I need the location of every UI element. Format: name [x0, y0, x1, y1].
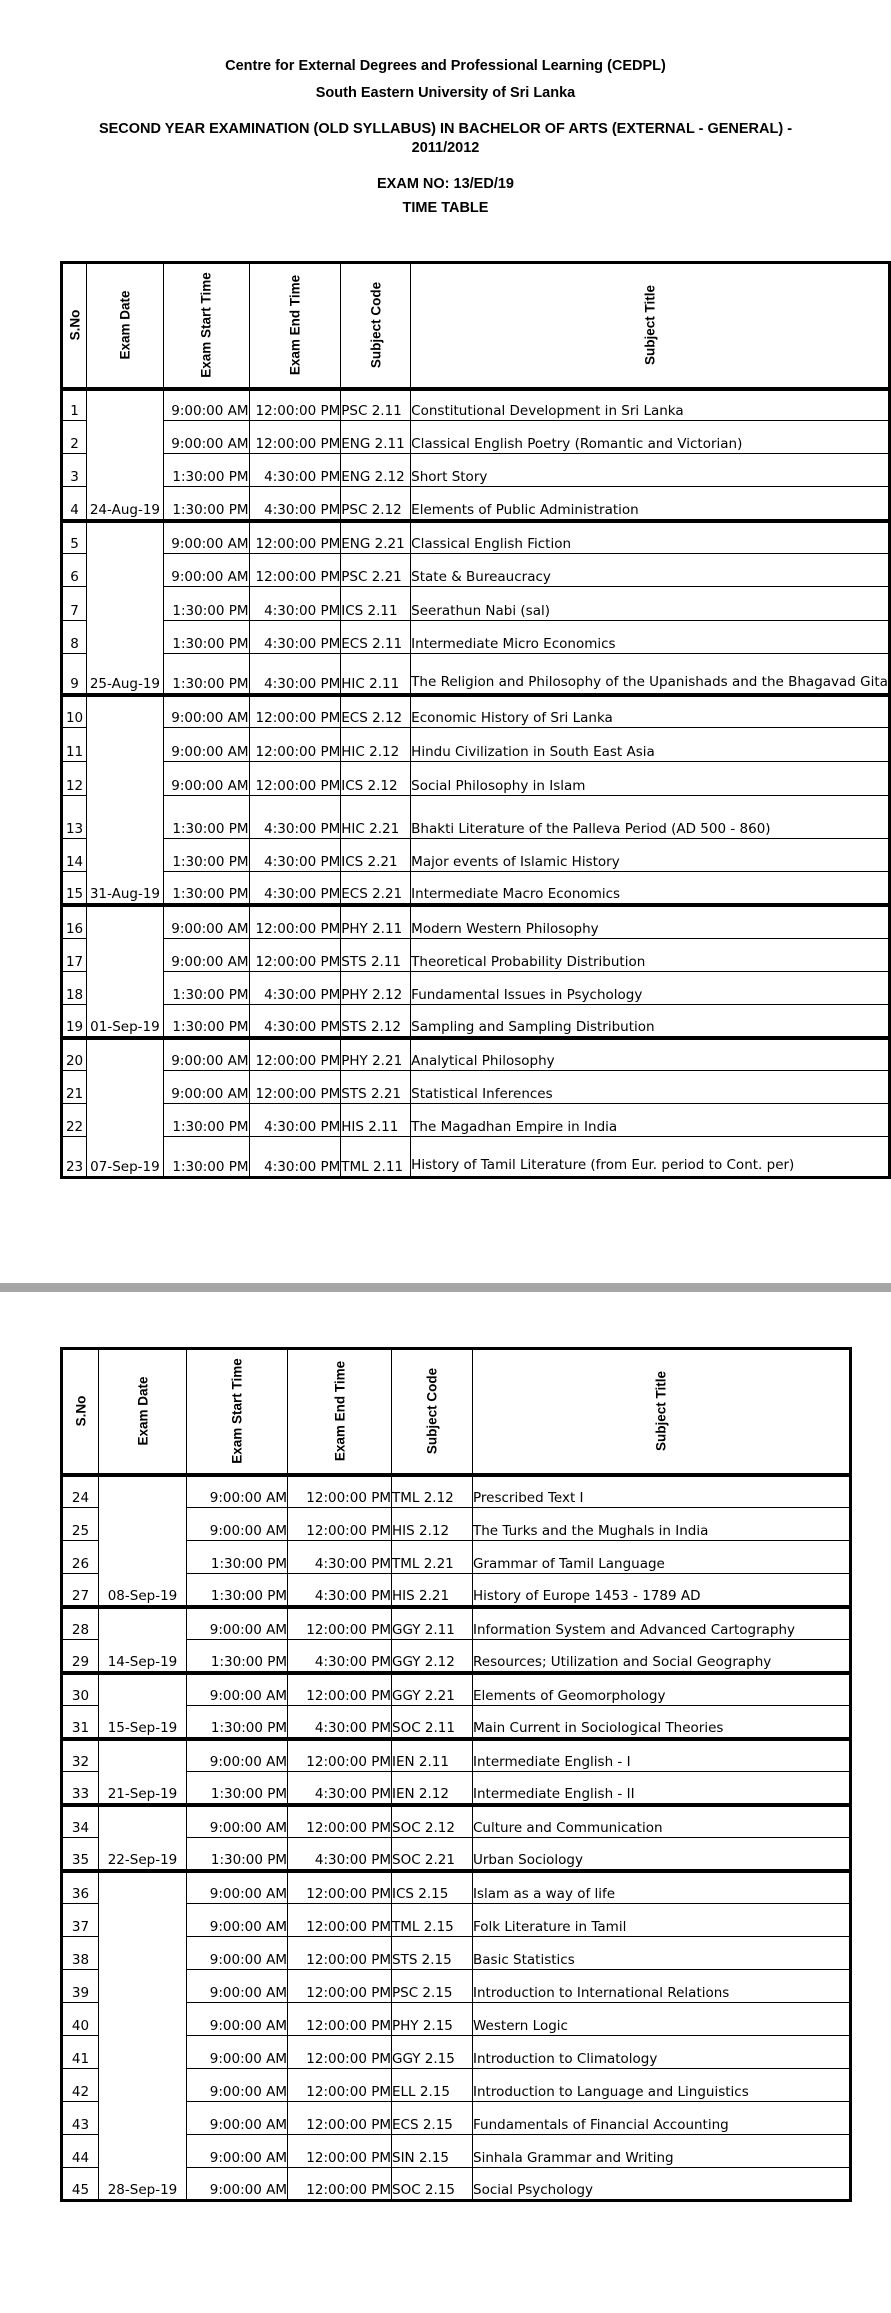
subject-code-cell: ECS 2.11 [341, 621, 411, 654]
start-time-cell: 1:30:00 PM [187, 1640, 288, 1673]
serial-number-cell: 6 [62, 554, 87, 587]
subject-title-cell: Intermediate English - II [473, 1772, 851, 1805]
end-time-cell: 4:30:00 PM [288, 1541, 392, 1574]
table-row [62, 487, 890, 521]
subject-title-cell: Short Story [411, 454, 890, 487]
serial-number-cell: 11 [62, 728, 87, 762]
start-time-cell: 9:00:00 AM [187, 2003, 288, 2036]
start-time-cell: 1:30:00 PM [163, 621, 249, 654]
start-time-cell: 9:00:00 AM [187, 1508, 288, 1541]
table-header-row [62, 263, 890, 389]
subject-code-cell: GGY 2.12 [392, 1640, 473, 1673]
start-time-cell: 1:30:00 PM [163, 1137, 249, 1178]
serial-number-cell: 21 [62, 1071, 87, 1104]
subject-code-cell: HIS 2.11 [341, 1104, 411, 1137]
start-time-cell: 9:00:00 AM [187, 1739, 288, 1772]
start-time-cell: 9:00:00 AM [187, 2135, 288, 2168]
end-time-cell: 4:30:00 PM [249, 972, 341, 1005]
subject-code-cell: PHY 2.12 [341, 972, 411, 1005]
table-row [62, 554, 890, 587]
serial-number-cell: 37 [62, 1904, 99, 1937]
end-time-cell: 4:30:00 PM [249, 796, 341, 839]
subject-title-cell: The Magadhan Empire in India [411, 1104, 890, 1137]
start-time-cell: 9:00:00 AM [187, 2168, 288, 2201]
table-row [62, 654, 890, 695]
exam-date-cell: 08-Sep-19 [99, 1475, 187, 1607]
start-time-cell: 9:00:00 AM [163, 905, 249, 939]
exam-date-cell: 15-Sep-19 [99, 1673, 187, 1739]
subject-title-cell: Social Philosophy in Islam [411, 762, 890, 796]
end-time-cell: 4:30:00 PM [249, 1104, 341, 1137]
end-time-cell: 4:30:00 PM [249, 487, 341, 521]
subject-code-cell: ENG 2.21 [341, 521, 411, 554]
subject-code-cell: PHY 2.15 [392, 2003, 473, 2036]
subject-title-cell: Statistical Inferences [411, 1071, 890, 1104]
subject-title-cell: Intermediate Micro Economics [411, 621, 890, 654]
start-time-cell: 9:00:00 AM [187, 2069, 288, 2102]
subject-title-cell: Introduction to Language and Linguistics [473, 2069, 851, 2102]
subject-title-cell: Grammar of Tamil Language [473, 1541, 851, 1574]
start-time-cell: 1:30:00 PM [187, 1541, 288, 1574]
start-time-cell: 9:00:00 AM [187, 1673, 288, 1706]
end-time-cell: 12:00:00 PM [249, 389, 341, 421]
subject-title-cell: Constitutional Development in Sri Lanka [411, 389, 890, 421]
table-row [62, 905, 890, 939]
subject-title-cell: Main Current in Sociological Theories [473, 1706, 851, 1739]
subject-title-cell: Classical English Fiction [411, 521, 890, 554]
subject-code-cell: SOC 2.21 [392, 1838, 473, 1871]
table-row [62, 972, 890, 1005]
col-header-end-time: Exam End Time [249, 263, 341, 389]
serial-number-cell: 2 [62, 421, 87, 454]
end-time-cell: 12:00:00 PM [249, 521, 341, 554]
subject-title-cell: Sinhala Grammar and Writing [473, 2135, 851, 2168]
end-time-cell: 4:30:00 PM [249, 872, 341, 905]
start-time-cell: 9:00:00 AM [187, 1904, 288, 1937]
serial-number-cell: 15 [62, 872, 87, 905]
col-header-start-time: Exam Start Time [163, 263, 249, 389]
table-row [62, 1673, 851, 1706]
serial-number-cell: 40 [62, 2003, 99, 2036]
serial-number-cell: 19 [62, 1005, 87, 1038]
end-time-cell: 12:00:00 PM [288, 2069, 392, 2102]
end-time-cell: 12:00:00 PM [249, 728, 341, 762]
subject-title-cell: Folk Literature in Tamil [473, 1904, 851, 1937]
subject-code-cell: GGY 2.15 [392, 2036, 473, 2069]
start-time-cell: 1:30:00 PM [163, 972, 249, 1005]
end-time-cell: 12:00:00 PM [288, 1739, 392, 1772]
end-time-cell: 12:00:00 PM [288, 1475, 392, 1508]
end-time-cell: 12:00:00 PM [288, 1904, 392, 1937]
subject-code-cell: PHY 2.21 [341, 1038, 411, 1071]
serial-number-cell: 23 [62, 1137, 87, 1178]
serial-number-cell: 16 [62, 905, 87, 939]
subject-title-cell: Modern Western Philosophy [411, 905, 890, 939]
start-time-cell: 1:30:00 PM [163, 1005, 249, 1038]
subject-title-cell: Sampling and Sampling Distribution [411, 1005, 890, 1038]
start-time-cell: 1:30:00 PM [163, 454, 249, 487]
subject-title-cell: Western Logic [473, 2003, 851, 2036]
subject-title-cell: Information System and Advanced Cartography [473, 1607, 851, 1640]
serial-number-cell: 18 [62, 972, 87, 1005]
subject-code-cell: ICS 2.11 [341, 587, 411, 621]
end-time-cell: 12:00:00 PM [288, 2036, 392, 2069]
serial-number-cell: 14 [62, 839, 87, 872]
start-time-cell: 1:30:00 PM [187, 1706, 288, 1739]
subject-code-cell: PSC 2.21 [341, 554, 411, 587]
start-time-cell: 1:30:00 PM [163, 587, 249, 621]
table-row [62, 762, 890, 796]
serial-number-cell: 24 [62, 1475, 99, 1508]
start-time-cell: 1:30:00 PM [163, 872, 249, 905]
end-time-cell: 4:30:00 PM [288, 1574, 392, 1607]
subject-title-cell: Prescribed Text I [473, 1475, 851, 1508]
subject-title-cell: Bhakti Literature of the Palleva Period (AD 500 - 860) [411, 796, 890, 839]
subject-title-cell: Theoretical Probability Distribution [411, 939, 890, 972]
end-time-cell: 12:00:00 PM [249, 554, 341, 587]
subject-title-cell: Classical English Poetry (Romantic and Victorian) [411, 421, 890, 454]
subject-title-cell: Intermediate English - I [473, 1739, 851, 1772]
subject-code-cell: IEN 2.12 [392, 1772, 473, 1805]
subject-code-cell: TML 2.15 [392, 1904, 473, 1937]
start-time-cell: 1:30:00 PM [163, 839, 249, 872]
start-time-cell: 9:00:00 AM [163, 554, 249, 587]
table-row [62, 1137, 890, 1178]
end-time-cell: 12:00:00 PM [288, 2102, 392, 2135]
subject-code-cell: TML 2.12 [392, 1475, 473, 1508]
end-time-cell: 12:00:00 PM [288, 1805, 392, 1838]
exam-date-cell: 25-Aug-19 [87, 521, 164, 695]
end-time-cell: 12:00:00 PM [249, 1071, 341, 1104]
start-time-cell: 9:00:00 AM [187, 1475, 288, 1508]
serial-number-cell: 17 [62, 939, 87, 972]
serial-number-cell: 43 [62, 2102, 99, 2135]
end-time-cell: 12:00:00 PM [249, 1038, 341, 1071]
subject-code-cell: HIS 2.21 [392, 1574, 473, 1607]
subject-title-cell: The Turks and the Mughals in India [473, 1508, 851, 1541]
start-time-cell: 9:00:00 AM [163, 695, 249, 728]
subject-title-cell: Economic History of Sri Lanka [411, 695, 890, 728]
subject-code-cell: STS 2.21 [341, 1071, 411, 1104]
col-header-sno: S.No [62, 263, 87, 389]
subject-code-cell: SOC 2.15 [392, 2168, 473, 2201]
subject-code-cell: SOC 2.12 [392, 1805, 473, 1838]
col-header-end-time: Exam End Time [288, 1349, 392, 1475]
serial-number-cell: 35 [62, 1838, 99, 1871]
subject-code-cell: ENG 2.12 [341, 454, 411, 487]
table-header-row [62, 1349, 851, 1475]
col-header-subject-title: Subject Title [473, 1349, 851, 1475]
serial-number-cell: 32 [62, 1739, 99, 1772]
page-separator [0, 1283, 891, 1292]
start-time-cell: 9:00:00 AM [187, 1607, 288, 1640]
end-time-cell: 12:00:00 PM [249, 939, 341, 972]
subject-code-cell: TML 2.11 [341, 1137, 411, 1178]
serial-number-cell: 9 [62, 654, 87, 695]
subject-title-cell: History of Tamil Literature (from Eur. period to Cont. per) [411, 1137, 890, 1178]
start-time-cell: 9:00:00 AM [163, 939, 249, 972]
subject-code-cell: ICS 2.21 [341, 839, 411, 872]
serial-number-cell: 31 [62, 1706, 99, 1739]
end-time-cell: 12:00:00 PM [288, 2135, 392, 2168]
start-time-cell: 9:00:00 AM [187, 1805, 288, 1838]
serial-number-cell: 28 [62, 1607, 99, 1640]
start-time-cell: 9:00:00 AM [187, 1871, 288, 1904]
start-time-cell: 1:30:00 PM [163, 654, 249, 695]
end-time-cell: 4:30:00 PM [249, 587, 341, 621]
subject-title-cell: History of Europe 1453 - 1789 AD [473, 1574, 851, 1607]
start-time-cell: 9:00:00 AM [163, 762, 249, 796]
col-header-sno: S.No [62, 1349, 99, 1475]
serial-number-cell: 20 [62, 1038, 87, 1071]
subject-title-cell: Islam as a way of life [473, 1871, 851, 1904]
subject-title-cell: Intermediate Macro Economics [411, 872, 890, 905]
serial-number-cell: 36 [62, 1871, 99, 1904]
subject-title-cell: Fundamentals of Financial Accounting [473, 2102, 851, 2135]
end-time-cell: 4:30:00 PM [249, 454, 341, 487]
serial-number-cell: 30 [62, 1673, 99, 1706]
serial-number-cell: 34 [62, 1805, 99, 1838]
start-time-cell: 9:00:00 AM [163, 1038, 249, 1071]
end-time-cell: 12:00:00 PM [288, 1970, 392, 2003]
table-row [62, 796, 890, 839]
university-name: South Eastern University of Sri Lanka [315, 85, 576, 101]
serial-number-cell: 5 [62, 521, 87, 554]
end-time-cell: 12:00:00 PM [288, 1673, 392, 1706]
serial-number-cell: 25 [62, 1508, 99, 1541]
end-time-cell: 4:30:00 PM [249, 654, 341, 695]
subject-title-cell: Resources; Utilization and Social Geography [473, 1640, 851, 1673]
exam-date-cell: 31-Aug-19 [87, 695, 164, 905]
subject-code-cell: STS 2.15 [392, 1937, 473, 1970]
col-header-exam-date: Exam Date [87, 263, 164, 389]
subject-code-cell: ECS 2.15 [392, 2102, 473, 2135]
subject-code-cell: GGY 2.11 [392, 1607, 473, 1640]
subject-code-cell: ECS 2.12 [341, 695, 411, 728]
subject-code-cell: IEN 2.11 [392, 1739, 473, 1772]
end-time-cell: 12:00:00 PM [288, 1937, 392, 1970]
exam-title: SECOND YEAR EXAMINATION (OLD SYLLABUS) IN BACHELOR OF ARTS (EXTERNAL - GENERAL) - [98, 121, 793, 137]
end-time-cell: 4:30:00 PM [249, 839, 341, 872]
serial-number-cell: 12 [62, 762, 87, 796]
start-time-cell: 9:00:00 AM [163, 1071, 249, 1104]
table-row [62, 1871, 851, 1904]
subject-title-cell: Seerathun Nabi (sal) [411, 587, 890, 621]
exam-date-cell: 21-Sep-19 [99, 1739, 187, 1805]
table-row [62, 872, 890, 905]
serial-number-cell: 3 [62, 454, 87, 487]
table-row [62, 1805, 851, 1838]
serial-number-cell: 42 [62, 2069, 99, 2102]
table-row [62, 728, 890, 762]
subject-title-cell: Introduction to International Relations [473, 1970, 851, 2003]
subject-title-cell: Analytical Philosophy [411, 1038, 890, 1071]
exam-date-cell: 24-Aug-19 [87, 389, 164, 521]
end-time-cell: 12:00:00 PM [249, 762, 341, 796]
start-time-cell: 1:30:00 PM [163, 796, 249, 839]
exam-date-cell: 01-Sep-19 [87, 905, 164, 1038]
end-time-cell: 4:30:00 PM [288, 1706, 392, 1739]
serial-number-cell: 13 [62, 796, 87, 839]
institution-name: Centre for External Degrees and Professional Learning (CEDPL) [225, 58, 666, 74]
table-row [62, 1104, 890, 1137]
start-time-cell: 9:00:00 AM [187, 2102, 288, 2135]
subject-code-cell: SOC 2.11 [392, 1706, 473, 1739]
subject-code-cell: HIC 2.21 [341, 796, 411, 839]
serial-number-cell: 4 [62, 487, 87, 521]
exam-date-cell: 07-Sep-19 [87, 1038, 164, 1178]
subject-title-cell: Elements of Public Administration [411, 487, 890, 521]
end-time-cell: 4:30:00 PM [288, 1772, 392, 1805]
col-header-subject-title: Subject Title [411, 263, 890, 389]
end-time-cell: 12:00:00 PM [288, 2003, 392, 2036]
subject-code-cell: ELL 2.15 [392, 2069, 473, 2102]
start-time-cell: 1:30:00 PM [163, 1104, 249, 1137]
serial-number-cell: 44 [62, 2135, 99, 2168]
subject-code-cell: PHY 2.11 [341, 905, 411, 939]
subject-title-cell: Hindu Civilization in South East Asia [411, 728, 890, 762]
table-row [62, 1005, 890, 1038]
serial-number-cell: 1 [62, 389, 87, 421]
exam-year: 2011/2012 [411, 140, 480, 156]
end-time-cell: 4:30:00 PM [249, 1005, 341, 1038]
subject-title-cell: Social Psychology [473, 2168, 851, 2201]
end-time-cell: 12:00:00 PM [288, 2168, 392, 2201]
exam-number: EXAM NO: 13/ED/19 [377, 176, 514, 192]
subject-code-cell: GGY 2.21 [392, 1673, 473, 1706]
end-time-cell: 12:00:00 PM [249, 695, 341, 728]
end-time-cell: 12:00:00 PM [249, 905, 341, 939]
table-row [62, 839, 890, 872]
subject-code-cell: ICS 2.12 [341, 762, 411, 796]
col-header-exam-date: Exam Date [99, 1349, 187, 1475]
serial-number-cell: 39 [62, 1970, 99, 2003]
table-row [62, 1071, 890, 1104]
serial-number-cell: 7 [62, 587, 87, 621]
col-header-subject-code: Subject Code [392, 1349, 473, 1475]
table-row [62, 1475, 851, 1508]
start-time-cell: 1:30:00 PM [187, 1772, 288, 1805]
serial-number-cell: 41 [62, 2036, 99, 2069]
table-row [62, 389, 890, 421]
table-row [62, 521, 890, 554]
table-row [62, 939, 890, 972]
start-time-cell: 9:00:00 AM [187, 2036, 288, 2069]
start-time-cell: 9:00:00 AM [163, 389, 249, 421]
col-header-start-time: Exam Start Time [187, 1349, 288, 1475]
end-time-cell: 12:00:00 PM [288, 1508, 392, 1541]
exam-date-cell: 28-Sep-19 [99, 1871, 187, 2201]
end-time-cell: 4:30:00 PM [249, 1137, 341, 1178]
subject-title-cell: Major events of Islamic History [411, 839, 890, 872]
subject-code-cell: HIC 2.11 [341, 654, 411, 695]
table-row [62, 1739, 851, 1772]
subject-code-cell: HIC 2.12 [341, 728, 411, 762]
start-time-cell: 1:30:00 PM [187, 1574, 288, 1607]
serial-number-cell: 10 [62, 695, 87, 728]
serial-number-cell: 38 [62, 1937, 99, 1970]
subject-title-cell: The Religion and Philosophy of the Upanishads and the Bhagavad Gita [411, 654, 890, 695]
end-time-cell: 12:00:00 PM [288, 1607, 392, 1640]
start-time-cell: 9:00:00 AM [163, 421, 249, 454]
subject-title-cell: Introduction to Climatology [473, 2036, 851, 2069]
exam-date-cell: 14-Sep-19 [99, 1607, 187, 1673]
end-time-cell: 4:30:00 PM [288, 1838, 392, 1871]
table-row [62, 454, 890, 487]
subject-title-cell: Basic Statistics [473, 1937, 851, 1970]
subject-code-cell: PSC 2.11 [341, 389, 411, 421]
serial-number-cell: 27 [62, 1574, 99, 1607]
subject-code-cell: STS 2.12 [341, 1005, 411, 1038]
exam-date-cell: 22-Sep-19 [99, 1805, 187, 1871]
serial-number-cell: 8 [62, 621, 87, 654]
start-time-cell: 1:30:00 PM [163, 487, 249, 521]
subject-code-cell: TML 2.21 [392, 1541, 473, 1574]
subject-code-cell: STS 2.11 [341, 939, 411, 972]
start-time-cell: 9:00:00 AM [187, 1970, 288, 2003]
serial-number-cell: 33 [62, 1772, 99, 1805]
timetable-part-2 [60, 1347, 852, 2202]
subject-code-cell: SIN 2.15 [392, 2135, 473, 2168]
subject-title-cell: Culture and Communication [473, 1805, 851, 1838]
end-time-cell: 4:30:00 PM [249, 621, 341, 654]
subject-code-cell: PSC 2.15 [392, 1970, 473, 2003]
subject-code-cell: ENG 2.11 [341, 421, 411, 454]
start-time-cell: 9:00:00 AM [187, 1937, 288, 1970]
subject-title-cell: Urban Sociology [473, 1838, 851, 1871]
start-time-cell: 9:00:00 AM [163, 728, 249, 762]
subject-code-cell: PSC 2.12 [341, 487, 411, 521]
subject-title-cell: State & Bureaucracy [411, 554, 890, 587]
subject-code-cell: ECS 2.21 [341, 872, 411, 905]
subject-code-cell: ICS 2.15 [392, 1871, 473, 1904]
serial-number-cell: 29 [62, 1640, 99, 1673]
serial-number-cell: 22 [62, 1104, 87, 1137]
table-row [62, 621, 890, 654]
end-time-cell: 12:00:00 PM [249, 421, 341, 454]
end-time-cell: 12:00:00 PM [288, 1871, 392, 1904]
col-header-subject-code: Subject Code [341, 263, 411, 389]
table-row [62, 1038, 890, 1071]
start-time-cell: 9:00:00 AM [163, 521, 249, 554]
table-row [62, 695, 890, 728]
serial-number-cell: 45 [62, 2168, 99, 2201]
subject-title-cell: Fundamental Issues in Psychology [411, 972, 890, 1005]
table-row [62, 421, 890, 454]
timetable-part-1 [60, 261, 891, 1179]
table-row [62, 587, 890, 621]
subject-title-cell: Elements of Geomorphology [473, 1673, 851, 1706]
table-row [62, 1607, 851, 1640]
end-time-cell: 4:30:00 PM [288, 1640, 392, 1673]
serial-number-cell: 26 [62, 1541, 99, 1574]
subject-code-cell: HIS 2.12 [392, 1508, 473, 1541]
start-time-cell: 1:30:00 PM [187, 1838, 288, 1871]
time-table-heading: TIME TABLE [402, 200, 489, 216]
